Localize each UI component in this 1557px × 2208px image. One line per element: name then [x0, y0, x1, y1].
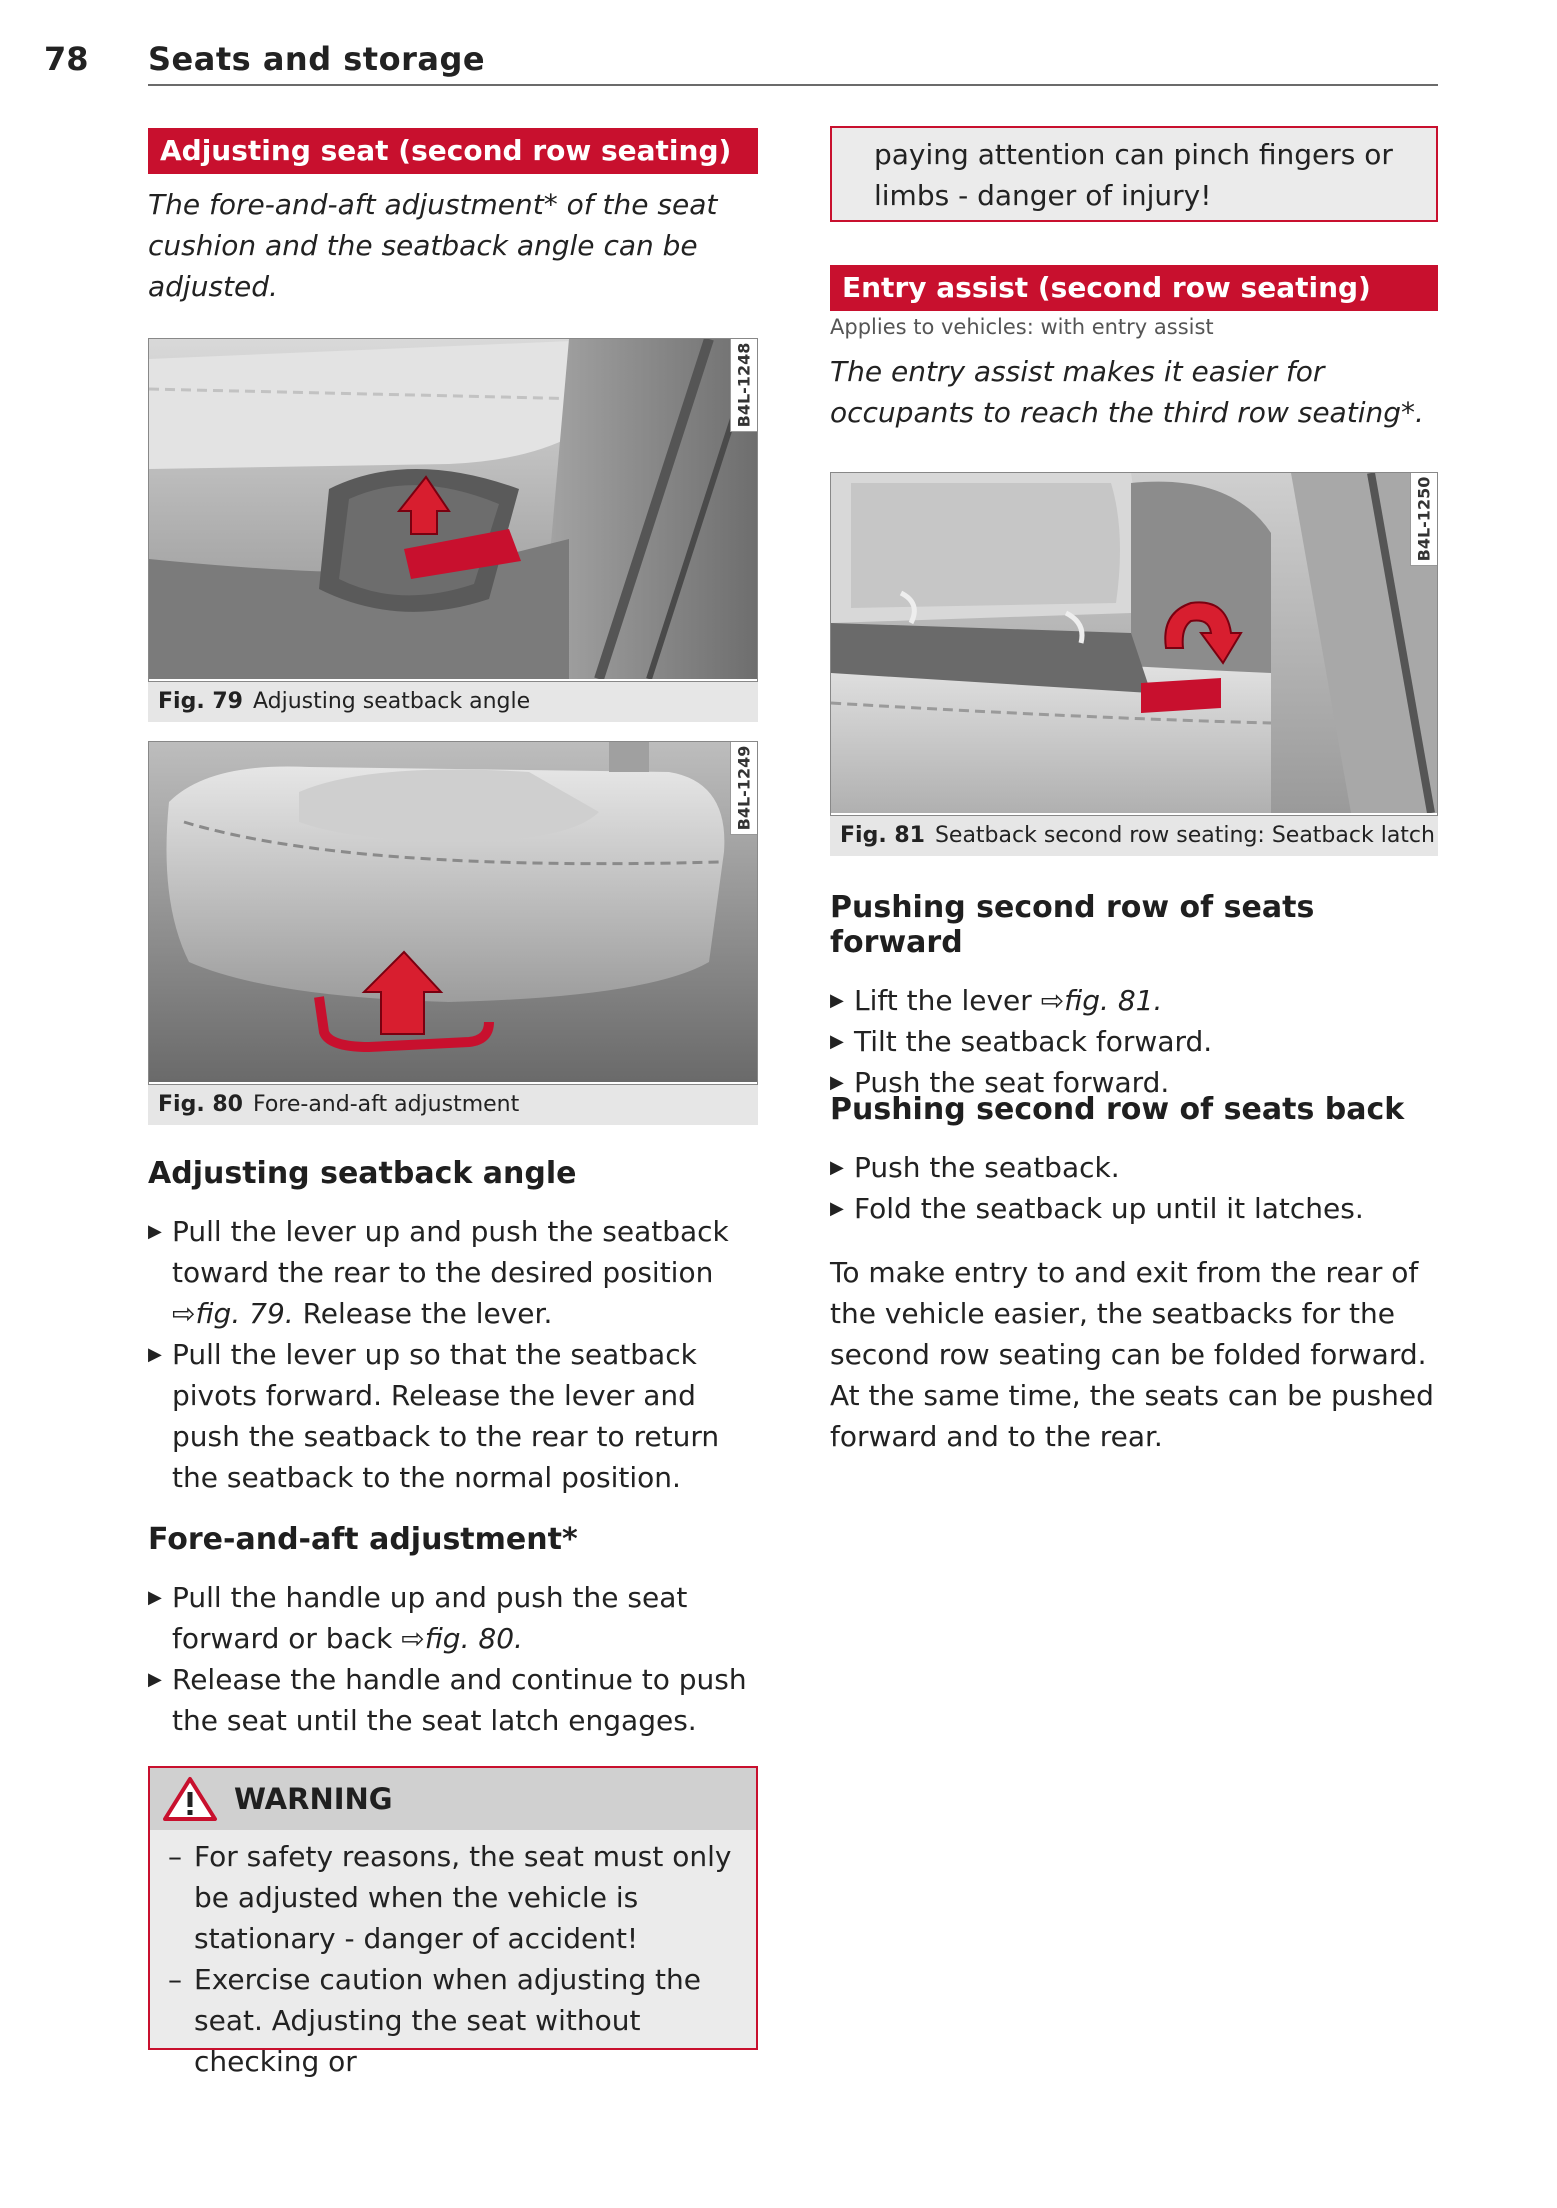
warning-header — [150, 1768, 756, 1830]
arrow-right-icon: ⇨ — [401, 1622, 425, 1655]
list-item: ▶ Push the seat forward. — [830, 1062, 1438, 1103]
figure-79 — [148, 338, 758, 722]
figure-79-caption — [148, 682, 758, 722]
warning-box — [148, 1766, 758, 2078]
section-title-entry-assist: Entry assist (second row seating) — [830, 265, 1438, 311]
seatback-latch-illustration — [831, 473, 1437, 813]
figure-code-79: B4L-1248 — [730, 339, 757, 432]
subsection-push-back — [830, 1092, 1438, 1229]
warning-item: – For safety reasons, the seat must only be adjusted when the vehicle is stationary - danger of accident! — [150, 1836, 756, 1959]
subsection-push-forward — [830, 890, 1438, 1103]
list-item: ▶ Pull the lever up and push the seatback toward the rear to the desired position ⇨fig. 79. Release the lever. — [148, 1211, 758, 1334]
warning-title: WARNING — [234, 1782, 393, 1816]
list-item: ▶ Fold the seatback up until it latches. — [830, 1188, 1438, 1229]
fig-label-80: Fig. 80 — [158, 1092, 243, 1117]
warning-continuation-text: paying attention can pinch fingers or limbs - danger of injury! — [874, 138, 1393, 212]
arrow-right-icon: ⇨ — [1040, 984, 1065, 1017]
header-rule — [148, 84, 1438, 86]
list-item: ▶ Pull the lever up so that the seatback pivots forward. Release the lever and push the seatback to the rear to return the seatback to the normal position. — [148, 1334, 758, 1498]
fig-caption-80: Fore-and-aft adjustment — [252, 1092, 520, 1117]
dash-bullet: – — [168, 1963, 182, 1996]
bullet-triangle-icon: ▶ — [148, 1669, 162, 1690]
section-title-adjusting-seat: Adjusting seat (second row seating) — [148, 128, 758, 174]
subsection-fore-aft — [148, 1522, 758, 1741]
figure-81 — [830, 472, 1438, 856]
applies-note: Applies to vehicles: with entry assist — [830, 315, 1214, 339]
figure-79-image — [148, 338, 758, 682]
list-item: ▶ Lift the lever ⇨fig. 81. — [830, 980, 1438, 1021]
fig-caption-81: Seatback second row seating: Seatback latch — [934, 823, 1435, 848]
subsection-heading: Fore-and-aft adjustment* — [148, 1522, 578, 1557]
bullet-triangle-icon: ▶ — [148, 1221, 162, 1242]
figure-code-81: B4L-1250 — [1410, 473, 1437, 566]
warning-triangle-icon — [162, 1776, 218, 1822]
seat-cushion-illustration — [149, 742, 757, 1082]
bullet-triangle-icon: ▶ — [148, 1587, 162, 1608]
list-item: ▶ Release the handle and continue to push the seat until the seat latch engages. — [148, 1659, 758, 1741]
fig-label-79: Fig. 79 — [158, 689, 243, 714]
section-intro: The fore-and-aft adjustment* of the seat cushion and the seatback angle can be adjusted. — [148, 188, 718, 303]
subsection-heading: Adjusting seatback angle — [148, 1156, 577, 1191]
section-entry-assist — [830, 265, 1438, 433]
entry-assist-paragraph: To make entry to and exit from the rear of the vehicle easier, the seatbacks for the second row seating can be folded forward. At the same time, the seats can be pushed forward and to the rear. — [830, 1256, 1434, 1453]
seat-lever-illustration — [149, 339, 757, 679]
figure-80 — [148, 741, 758, 1125]
left-column — [148, 128, 758, 307]
bullet-triangle-icon: ▶ — [830, 1031, 844, 1052]
figure-reference-link[interactable]: fig. 79. — [195, 1297, 294, 1330]
bullet-triangle-icon: ▶ — [830, 990, 844, 1011]
list-item: ▶ Tilt the seatback forward. — [830, 1021, 1438, 1062]
section-intro: The entry assist makes it easier for occupants to reach the third row seating*. — [830, 355, 1424, 429]
subsection-heading: Pushing second row of seats forward — [830, 890, 1315, 960]
arrow-right-icon: ⇨ — [172, 1297, 196, 1330]
figure-80-caption — [148, 1085, 758, 1125]
figure-80-image — [148, 741, 758, 1085]
dash-bullet: – — [168, 1840, 182, 1873]
subsection-seatback-angle — [148, 1156, 758, 1498]
fig-caption-79: Adjusting seatback angle — [252, 689, 531, 714]
subsection-heading: Pushing second row of seats back — [830, 1092, 1405, 1127]
figure-code-80: B4L-1249 — [730, 742, 757, 835]
page-number: 78 — [44, 40, 89, 78]
bullet-triangle-icon: ▶ — [830, 1157, 844, 1178]
fig-label-81: Fig. 81 — [840, 823, 925, 848]
warning-item: – Exercise caution when adjusting the seat. Adjusting the seat without checking or — [150, 1959, 756, 2082]
figure-reference-link[interactable]: fig. 81. — [1064, 984, 1163, 1017]
figure-81-image — [830, 472, 1438, 816]
list-item: ▶ Pull the handle up and push the seat forward or back ⇨fig. 80. — [148, 1577, 758, 1659]
bullet-triangle-icon: ▶ — [830, 1072, 844, 1093]
bullet-triangle-icon: ▶ — [148, 1344, 162, 1365]
chapter-title: Seats and storage — [148, 40, 486, 78]
list-item: ▶ Push the seatback. — [830, 1147, 1438, 1188]
figure-reference-link[interactable]: fig. 80. — [424, 1622, 523, 1655]
warning-continuation-box — [830, 126, 1438, 222]
figure-81-caption — [830, 816, 1438, 856]
bullet-triangle-icon: ▶ — [830, 1198, 844, 1219]
